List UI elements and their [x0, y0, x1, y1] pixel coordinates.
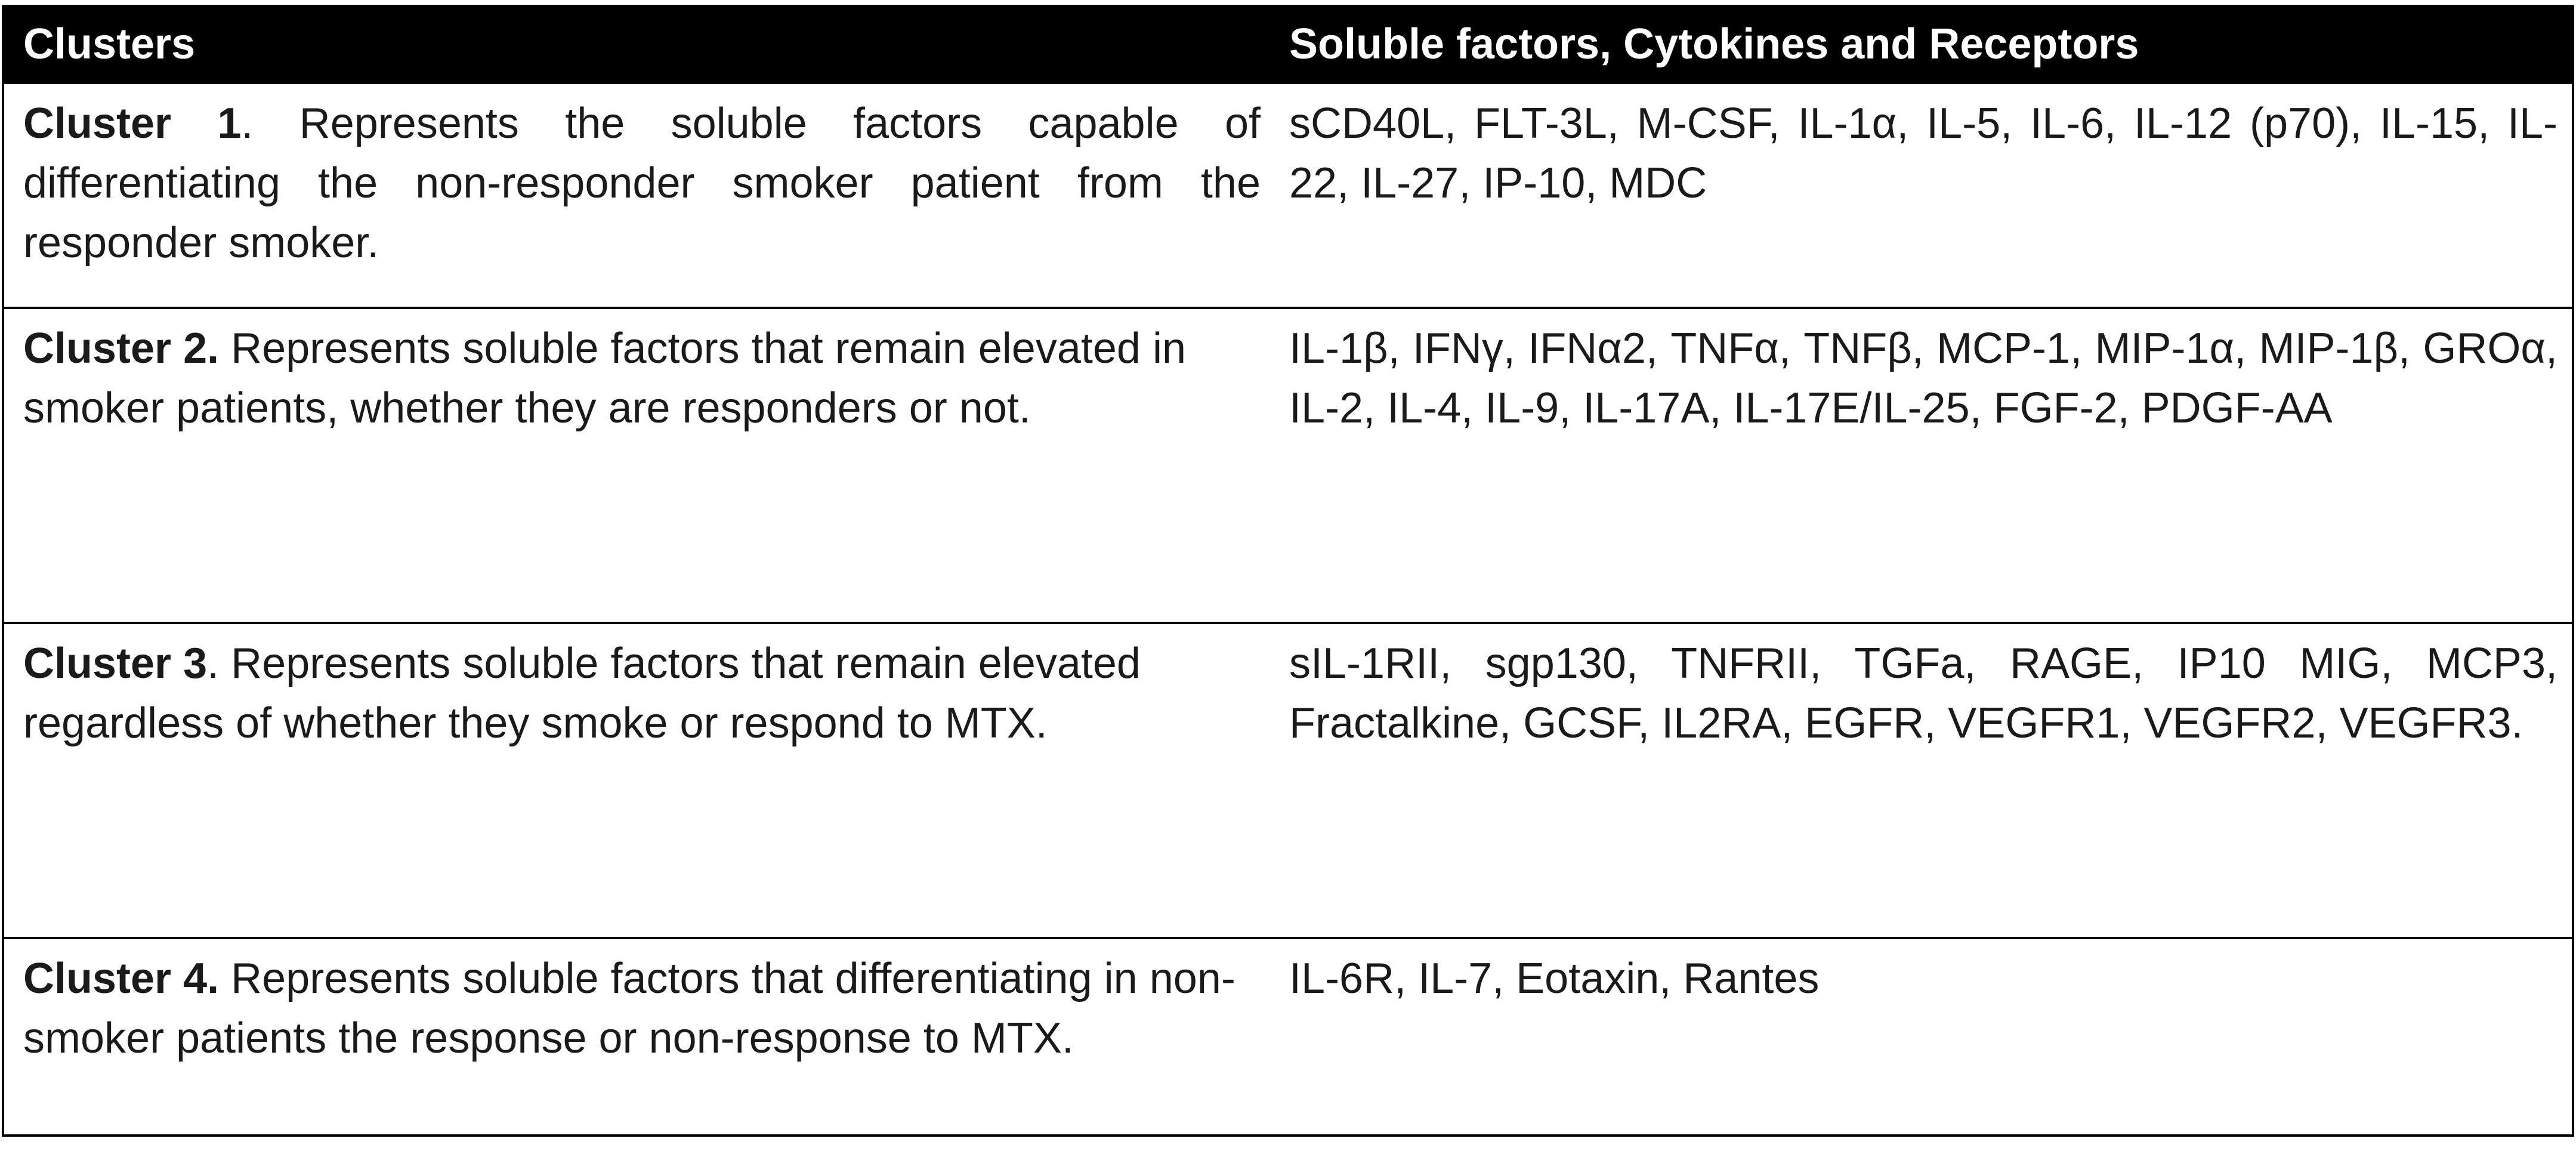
cluster-cell — [4, 939, 1275, 1134]
cluster-description: . Represents the soluble factors capable of differentiating the non-responder smoker patient from the responder smoker. — [23, 100, 1261, 267]
clusters-table — [2, 5, 2574, 1137]
header-soluble-factors: Soluble factors, Cytokines and Receptors — [1289, 20, 2139, 68]
cluster-cell — [4, 624, 1275, 937]
table-header-row — [4, 5, 2572, 84]
cluster-label: Cluster 2. — [23, 325, 220, 372]
table-row — [4, 622, 2572, 937]
table-row — [4, 937, 2572, 1134]
cluster-cell — [4, 309, 1275, 622]
cluster-label: Cluster 3 — [23, 640, 208, 687]
cluster-label: Cluster 4. — [23, 955, 220, 1002]
cluster-cell — [4, 84, 1275, 307]
cluster-description: . Represents soluble factors that remain elevated regardless of whether they smoke or respond to MTX. — [23, 640, 1141, 747]
header-clusters: Clusters — [23, 20, 196, 68]
cluster-label: Cluster 1 — [23, 100, 242, 147]
table-row — [4, 84, 2572, 307]
cluster-description: Represents soluble factors that differentiating in non-smoker patients the response or non-response to MTX. — [23, 955, 1236, 1062]
cluster-description: Represents soluble factors that remain elevated in smoker patients, whether they are responders or not. — [23, 325, 1187, 432]
factors-cell: sCD40L, FLT-3L, M-CSF, IL-1α, IL-5, IL-6, IL-12 (p70), IL-15, IL-22, IL-27, IP-10, MDC — [1289, 100, 2558, 207]
factors-cell: IL-1β, IFNγ, IFNα2, TNFα, TNFβ, MCP-1, MIP-1α, MIP-1β, GROα, IL-2, IL-4, IL-9, IL-17A, IL-17E/IL-25, FGF-2, PDGF-AA — [1289, 325, 2558, 432]
table-row — [4, 307, 2572, 622]
factors-cell: IL-6R, IL-7, Eotaxin, Rantes — [1289, 955, 1820, 1002]
factors-cell: sIL-1RII, sgp130, TNFRII, TGFa, RAGE, IP10 MIG, MCP3, Fractalkine, GCSF, IL2RA, EGFR, VEGFR1, VEGFR2, VEGFR3. — [1289, 640, 2558, 747]
